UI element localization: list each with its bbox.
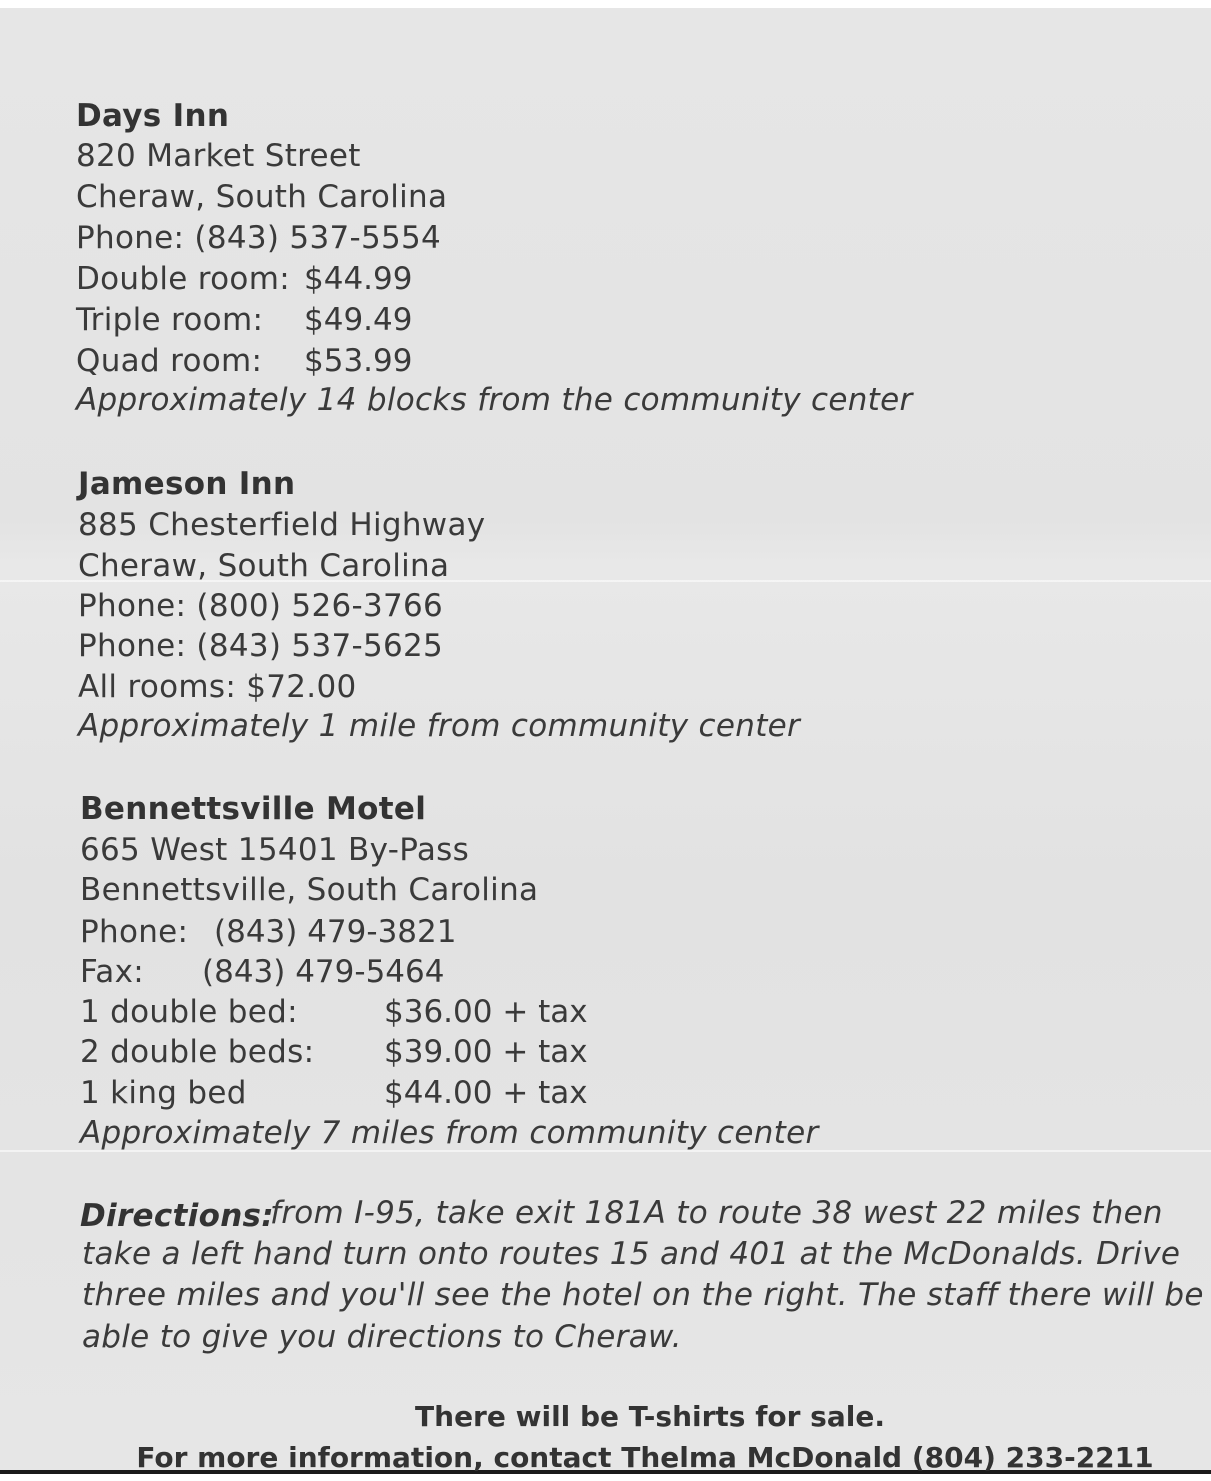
rate-price: $39.00 + tax [384, 1034, 588, 1070]
rate-price: $36.00 + tax [384, 994, 588, 1030]
hotel-phone: Phone: (843) 537-5554 [76, 220, 442, 256]
hotel-address: 820 Market Street [76, 138, 361, 174]
rate-label: Triple room: [76, 302, 264, 338]
hotel-all-rooms-rate: All rooms: $72.00 [78, 669, 357, 705]
hotel-address: 885 Chesterfield Highway [78, 507, 486, 543]
phone-label: Phone: [80, 914, 189, 950]
rate-label: 1 double bed: [80, 994, 298, 1030]
hotel-phone: Phone: (843) 537-5625 [78, 628, 444, 664]
hotel-name: Bennettsville Motel [80, 791, 427, 827]
hotel-name: Jameson Inn [78, 466, 296, 502]
directions-line: take a left hand turn onto routes 15 and 401 at the McDonalds. Drive [82, 1236, 1181, 1272]
hotel-name: Days Inn [76, 98, 230, 134]
contact-info: For more information, contact Thelma McDonald (804) 233-2211 [136, 1441, 1154, 1474]
hotel-phone: Phone: (800) 526-3766 [78, 588, 444, 624]
hotel-city: Bennettsville, South Carolina [80, 872, 539, 908]
rate-label: Quad room: [76, 343, 263, 379]
fax-label: Fax: [80, 954, 144, 990]
fax-number: (843) 479-5464 [202, 954, 445, 990]
hotel-distance: Approximately 14 blocks from the community center [76, 382, 913, 418]
hotel-distance: Approximately 7 miles from community center [80, 1115, 819, 1151]
directions-line: three miles and you'll see the hotel on the right. The staff there will be [82, 1277, 1204, 1313]
hotel-city: Cheraw, South Carolina [78, 548, 450, 584]
hotel-distance: Approximately 1 mile from community center [78, 708, 801, 744]
rate-price: $49.49 [304, 302, 413, 338]
directions-line: able to give you directions to Cheraw. [82, 1319, 682, 1355]
rate-price: $44.00 + tax [384, 1075, 588, 1111]
directions-line: from I-95, take exit 181A to route 38 west 22 miles then [270, 1195, 1163, 1231]
rate-label: 2 double beds: [80, 1034, 315, 1070]
rate-price: $44.99 [304, 261, 413, 297]
rate-price: $53.99 [304, 343, 413, 379]
rate-label: 1 king bed [80, 1075, 247, 1111]
tshirts-note: There will be T-shirts for sale. [415, 1400, 885, 1433]
hotel-address: 665 West 15401 By-Pass [80, 832, 470, 868]
rate-label: Double room: [76, 261, 290, 297]
hotel-city: Cheraw, South Carolina [76, 179, 448, 215]
phone-number: (843) 479-3821 [214, 914, 457, 950]
directions-label: Directions: [80, 1198, 275, 1234]
